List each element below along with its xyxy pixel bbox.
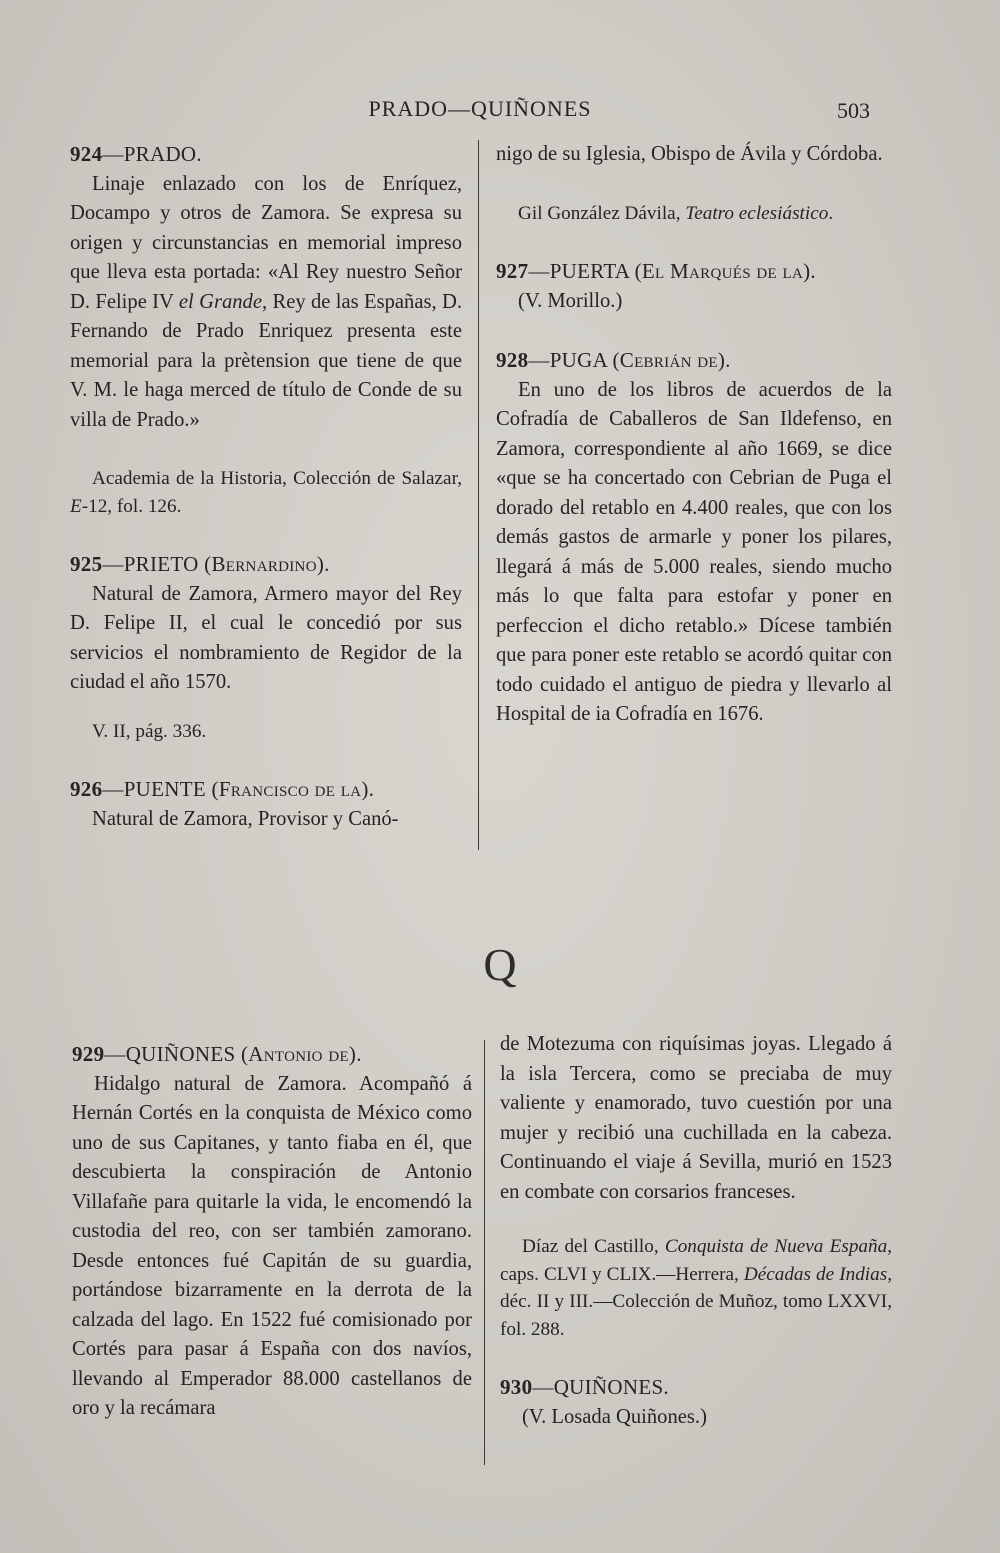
entry-name: —PUGA ( (528, 348, 620, 372)
italic-span: Conquista de Nueva España (664, 1236, 888, 1257)
text-span: , Rey de las Españas, D. Fernando de Prado Enriquez presenta este memorial para la prètension que tiene de que V. M. le haga merced de título de Conde de su villa de Prado.» (70, 290, 462, 431)
spacer (70, 745, 462, 775)
entry-given-name: Antonio de (248, 1042, 349, 1066)
text-span: Díaz del Castillo, (522, 1236, 665, 1257)
entry-number: 924 (70, 142, 103, 166)
upper-left-column (70, 140, 462, 834)
spacer (500, 1207, 892, 1233)
entry-929-text-start: Hidalgo natural de Zamora. Acompañó á Hernán Cortés en la conquista de México como uno de sus Capitanes, y tanto fiaba en él, que descubierta la conspiración de Antonio Villafañe para quitarle la vida, le encomendó la custodia del reo, con ser también zamorano. Desde entonces fué Capitán de su guardia, portándose bizarramente en la derrota de la calzada del lago. En 1522 fué comisionado por Cortés para pasar á España con dos navíos, llevando al Emperador 88.000 castellanos de oro y la recámara (72, 1072, 472, 1419)
entry-929-source (500, 1233, 892, 1343)
entry-928-text: En uno de los libros de acuerdos de la Cofradía de Caballeros de San Ildefenso, en Zamora, correspondiente al año 1669, se dice «que se ha concertado con Cebrian de Puga el dorado del retablo en 4.400 reales, que con los demás gastos de armarle y poner los pilares, llegará á más de 5.000 reales, siendo mucho más lo que falta para estofar y poner en perfeccion el dicho retablo.» Dícese también que para poner este retablo se acordó quitar con todo cuidado el antiguo de piedra y llevarlo al Hospital de ia Cofradía en 1676. (496, 378, 892, 725)
spacer (70, 698, 462, 718)
entry-925-heading (70, 550, 462, 580)
column-divider-upper (478, 140, 479, 850)
entry-924-heading (70, 140, 462, 170)
entry-name: —PRADO. (102, 142, 202, 166)
lower-left-column (72, 1040, 472, 1424)
text-span: , caps. CLVI y CLIX.—Herrera, (500, 1236, 892, 1285)
entry-929-text-continued: de Motezuma con riquísimas joyas. Llegado á la isla Tercera, como se preciaba de muy valiente y enamorado, tuvo cuestión por una mujer y recibió una cuchillada en la cabeza. Continuando el viaje á Sevilla, murió en 1523 en combate con corsarios franceses. (500, 1033, 892, 1203)
running-title: PRADO—QUIÑONES (368, 96, 592, 121)
entry-926-heading (70, 775, 462, 805)
italic-span: Décadas de Indias (743, 1263, 888, 1285)
entry-926-text-continued: nigo de su Iglesia, Obispo de Ávila y Córdoba. (496, 143, 883, 165)
entry-close: ). (803, 259, 816, 283)
upper-right-column (496, 140, 892, 730)
entry-number: 930 (500, 1375, 533, 1399)
entry-given-name: Francisco de la (218, 777, 362, 801)
entry-number: 928 (496, 348, 529, 372)
page-number: 503 (837, 98, 870, 123)
text-span: -12, fol. 126. (81, 495, 182, 517)
entry-close: ). (316, 552, 330, 576)
entry-930-text: (V. Losada Quiñones.) (522, 1405, 707, 1428)
entry-924-text (70, 170, 462, 436)
entry-925-source: V. II, pág. 336. (92, 720, 207, 742)
entry-924-source (70, 465, 462, 520)
italic-span: E (70, 495, 82, 517)
entry-928-heading (496, 346, 892, 376)
running-head (70, 96, 890, 126)
entry-926-text-start: Natural de Zamora, Provisor y Canó- (92, 807, 399, 830)
entry-name: —QUIÑONES ( (104, 1042, 249, 1066)
text-span: Academia de la Historia, Colección de Salazar, (92, 468, 462, 489)
entry-close: ). (717, 348, 731, 372)
column-divider-lower (484, 1040, 485, 1465)
entry-close: ). (361, 777, 375, 801)
spacer (496, 316, 892, 346)
entry-number: 925 (70, 552, 103, 576)
italic-span: Teatro eclesiástico (685, 202, 829, 224)
entry-name: —PRIETO ( (102, 552, 212, 576)
spacer (496, 170, 892, 200)
entry-926-source (496, 200, 892, 228)
text-span: Gil González Dávila, (518, 202, 686, 224)
spacer (70, 435, 462, 465)
entry-number: 929 (72, 1042, 105, 1066)
entry-929-heading (72, 1040, 472, 1070)
entry-name: —PUERTA ( (528, 259, 642, 283)
spacer (496, 227, 892, 257)
entry-given-name: El Marqués de la (641, 259, 804, 283)
entry-given-name: Bernardino (211, 552, 317, 576)
entry-name: —PUENTE ( (102, 777, 219, 801)
entry-930-heading (500, 1373, 892, 1403)
entry-925-text: Natural de Zamora, Armero mayor del Rey D. Felipe II, el cual le concedió por sus servicios el nombramiento de Regidor de la ciudad el año 1570. (70, 582, 462, 693)
text-span: . (828, 202, 834, 224)
entry-given-name: Cebrián de (619, 348, 718, 372)
entry-close: ). (348, 1042, 362, 1066)
spacer (500, 1343, 892, 1373)
entry-927-heading (496, 257, 892, 287)
italic-span: el Grande (178, 290, 262, 313)
text-span: Linaje enlazado con los de Enríquez, Docampo y otros de Zamora. Se expresa su origen y circunstancias en memorial impreso que lleva esta portada: «Al Rey nuestro Señor D. Felipe IV (70, 172, 462, 313)
entry-name: —QUIÑONES. (532, 1375, 669, 1399)
section-letter: Q (483, 939, 517, 990)
lower-right-column (500, 1030, 892, 1432)
text-span: , déc. II y III.—Colección de Muñoz, tomo LXXVI, fol. 288. (500, 1263, 892, 1340)
entry-927-text: (V. Morillo.) (518, 289, 623, 312)
entry-number: 927 (496, 259, 529, 283)
spacer (70, 520, 462, 550)
entry-number: 926 (70, 777, 103, 801)
